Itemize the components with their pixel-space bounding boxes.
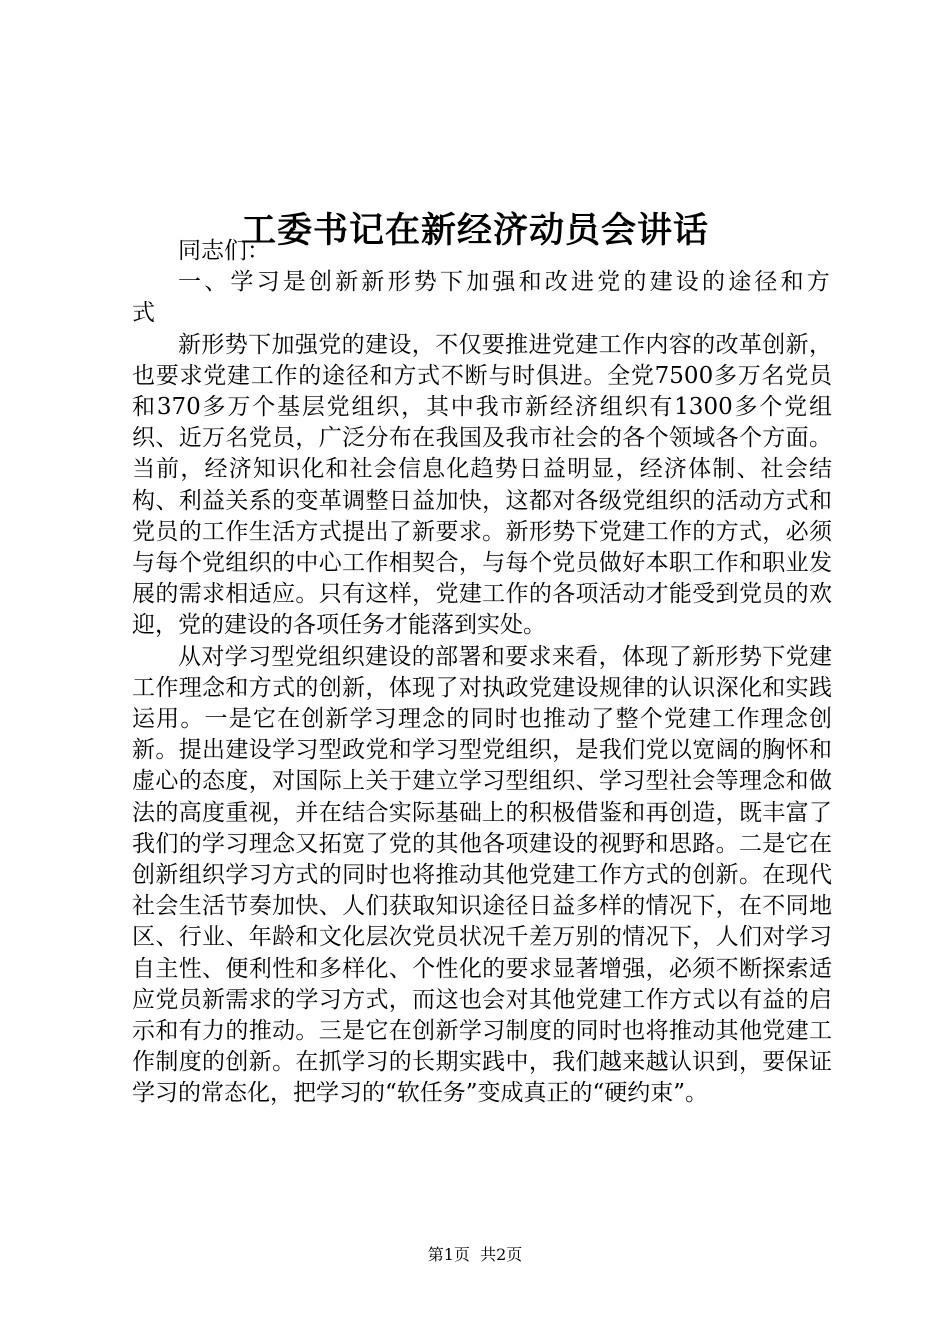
page-number-footer: 第1页 共2页 <box>427 1245 523 1264</box>
paragraph: 从对学习型党组织建设的部署和要求来看，体现了新形势下党建工作理念和方式的创新，体现了对执政党建设规律的认识深化和实践运用。一是它在创新学习理念的同时也推动了整个党建工作理念创新。提出建设学习型政党和学习型党组织，是我们党以宽阔的胸怀和虚心的态度，对国际上关于建立学习型组织、学习型社会等理念和做法的高度重视，并在结合实际基础上的积极借鉴和再创造，既丰富了我们的学习理念又拓宽了党的其他各项建设的视野和思路。二是它在创新组织学习方式的同时也将推动其他党建工作方式的创新。在现代社会生活节奏加快、人们获取知识途径日益多样的情况下，在不同地区、行业、年龄和文化层次党员状况千差万别的情况下，人们对学习自主性、便利性和多样化、个性化的要求显著增强，必须不断探索适应党员新需求的学习方式，而这也会对其他党建工作方式以有益的启示和有力的推动。三是它在创新学习制度的同时也将推动其他党建工作制度的创新。在抓学习的长期实践中，我们越来越认识到，要保证学习的常态化，把学习的“软任务”变成真正的“硬约束”。 <box>132 643 832 1107</box>
document-title: 工委书记在新经济动员会讲话 <box>240 210 709 252</box>
salutation: 同志们： <box>178 238 270 264</box>
section-heading: 一、学习是创新新形势下加强和改进党的建设的途径和方式 <box>132 269 832 327</box>
paragraph: 新形势下加强党的建设，不仅要推进党建工作内容的改革创新，也要求党建工作的途径和方式不断与时俱进。全党7500多万名党员和370多万个基层党组织，其中我市新经济组织有1300多个党组织、近万名党员，广泛分布在我国及我市社会的各个领域各个方面。当前，经济知识化和社会信息化趋势日益明显，经济体制、社会结构、利益关系的变革调整日益加快，这都对各级党组织的活动方式和党员的工作生活方式提出了新要求。新形势下党建工作的方式，必须与每个党组织的中心工作相契合，与每个党员做好本职工作和职业发展的需求相适应。只有这样，党建工作的各项活动才能受到党员的欢迎，党的建设的各项任务才能落到实处。 <box>132 331 832 639</box>
document-body <box>132 236 832 1110</box>
